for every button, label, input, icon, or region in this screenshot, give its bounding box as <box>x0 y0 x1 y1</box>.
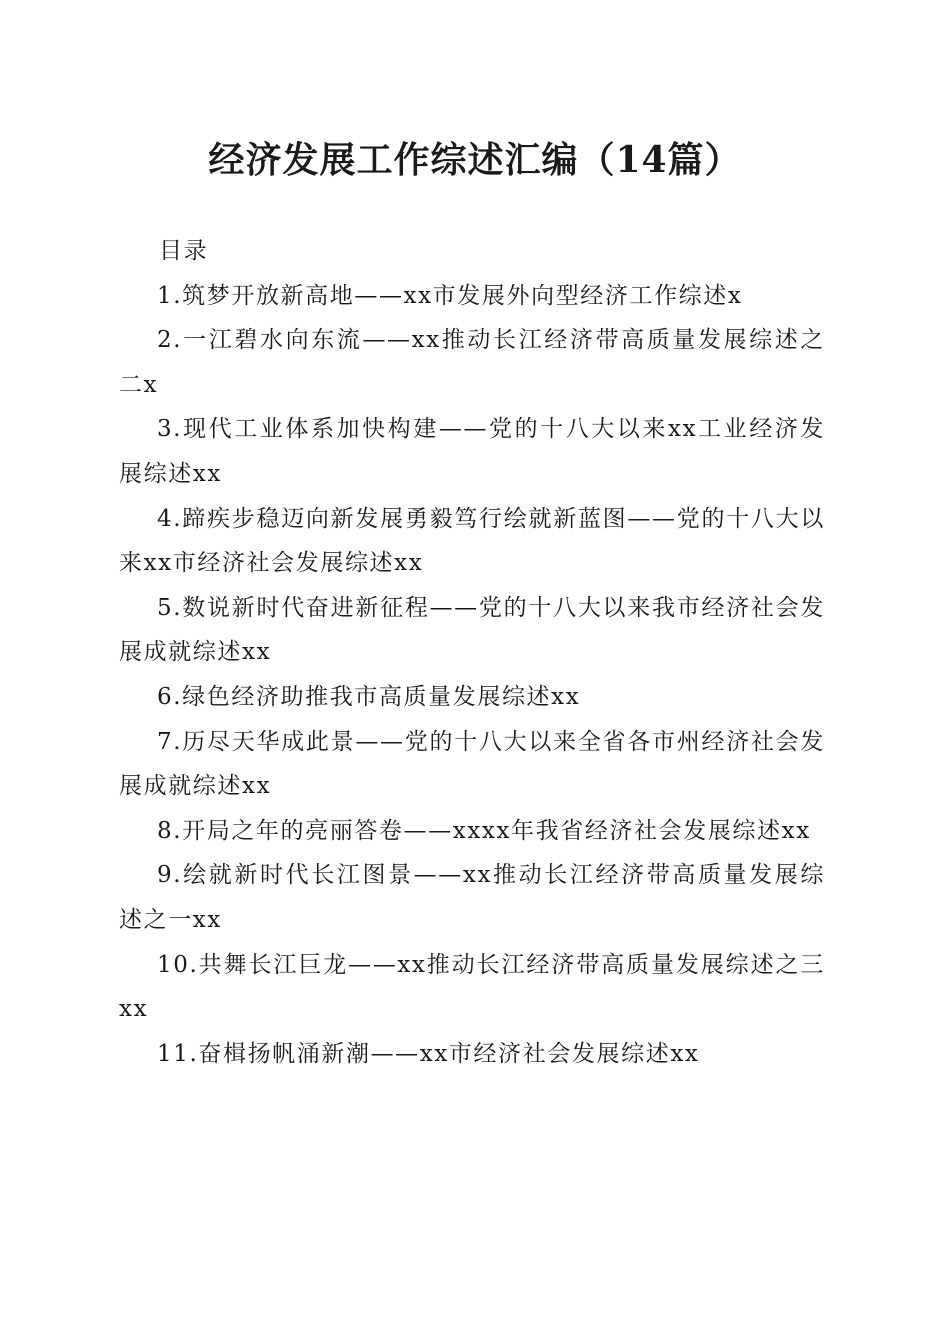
table-of-contents <box>119 229 825 1076</box>
toc-item: 3.现代工业体系加快构建——党的十八大以来xx工业经济发展综述xx <box>119 416 825 487</box>
toc-item: 4.蹄疾步稳迈向新发展勇毅笃行绘就新蓝图——党的十八大以来xx市经济社会发展综述xx <box>119 505 825 577</box>
toc-item: 2.一江碧水向东流——xx推动长江经济带高质量发展综述之二x <box>119 327 825 398</box>
toc-heading: 目录 <box>159 238 209 264</box>
toc-item: 11.奋楫扬帆涌新潮——xx市经济社会发展综述xx <box>157 1040 700 1067</box>
toc-item: 10.共舞长江巨龙——xx推动长江经济带高质量发展综述之三xx <box>119 951 825 1023</box>
toc-item: 8.开局之年的亮丽答卷——xxxx年我省经济社会发展综述xx <box>157 817 811 844</box>
toc-item: 5.数说新时代奋进新征程——党的十八大以来我市经济社会发展成就综述xx <box>119 594 825 666</box>
toc-item: 9.绘就新时代长江图景——xx推动长江经济带高质量发展综述之一xx <box>119 862 825 933</box>
toc-item: 6.绿色经济助推我市高质量发展综述xx <box>157 683 581 710</box>
toc-item: 7.历尽天华成此景——党的十八大以来全省各市州经济社会发展成就综述xx <box>119 728 825 800</box>
document-title: 经济发展工作综述汇编（14篇） <box>208 139 742 181</box>
toc-item: 1.筑梦开放新高地——xx市发展外向型经济工作综述x <box>157 282 743 309</box>
